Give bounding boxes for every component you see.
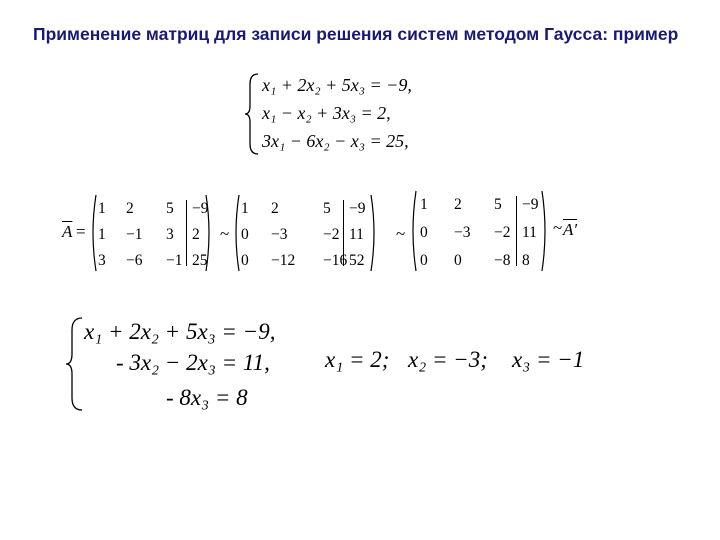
page-title: Применение матриц для записи решения систем методом Гаусса: пример [33, 24, 679, 44]
matrix-cell: 0 [454, 252, 462, 269]
matrix-cell: 1 [98, 200, 106, 217]
solution-x3: x₃ = −1 [512, 347, 585, 372]
matrix-cell: −2 [323, 226, 340, 243]
solution-x1: x₁ = 2; [325, 347, 390, 372]
matrix-cell: −9 [522, 196, 539, 213]
matrix-cell: −16 [323, 252, 348, 269]
matrix-cell: 2 [126, 200, 134, 217]
matrix-cell: 2 [454, 196, 462, 213]
matrix-cell: −9 [349, 200, 366, 217]
matrix-cell: −1 [126, 226, 143, 243]
matrix-cell: 0 [241, 252, 249, 269]
matrix-cell: −8 [494, 252, 511, 269]
matrix-cell: −2 [494, 224, 511, 241]
solution-x2: x₂ = −3; [408, 347, 488, 372]
right-paren [542, 191, 545, 271]
matrix-cell: 5 [323, 200, 331, 217]
matrix-a-label: $\overline{A}$ [62, 222, 73, 241]
augment-divider [516, 196, 517, 266]
system-2-line-3: - 8x₃ = 8 [166, 385, 248, 410]
matrix-cell: 8 [522, 252, 530, 269]
matrix-cell: 1 [420, 196, 428, 213]
system-1-line-3: 3x₁ − 6x₂ − x₃ = 25, [262, 131, 409, 151]
matrix-cell: 52 [349, 252, 365, 269]
matrix-cell: 1 [98, 226, 106, 243]
augment-divider [186, 200, 187, 266]
matrix-cell: 1 [241, 200, 249, 217]
system-2-line-2: - 3x₂ − 2x₃ = 11, [116, 350, 270, 375]
left-brace-icon [64, 316, 86, 412]
system-1-line-2: x₁ − x₂ + 3x₃ = 2, [262, 103, 391, 123]
equals-sign: = [76, 222, 86, 241]
tilde-1: ~ [220, 224, 230, 243]
left-brace-icon [244, 72, 262, 156]
matrix-1 [88, 194, 214, 272]
system-1-line-1: x₁ + 2x₂ + 5x₃ = −9, [262, 75, 412, 95]
left-paren [93, 195, 96, 271]
matrix-cell: 2 [192, 226, 200, 243]
matrix-cell: 5 [494, 196, 502, 213]
matrix-a-prime-label: A′ [563, 220, 578, 239]
matrix-cell: −9 [192, 200, 209, 217]
matrix-cell: −6 [126, 252, 143, 269]
matrix-cell: −12 [271, 252, 296, 269]
tilde-2: ~ [396, 224, 406, 243]
matrix-3 [408, 190, 550, 272]
matrix-cell: 2 [271, 200, 279, 217]
tilde-3: ~ [553, 218, 563, 237]
matrix-cell: 0 [241, 226, 249, 243]
matrix-cell: 11 [522, 224, 537, 241]
matrix-cell: 3 [166, 226, 174, 243]
matrix-cell: 5 [166, 200, 174, 217]
right-paren [371, 195, 374, 271]
matrix-cell: −3 [271, 226, 288, 243]
matrix-2 [231, 194, 379, 272]
matrix-cell: 0 [420, 252, 428, 269]
matrix-cell: 3 [98, 252, 106, 269]
system-2-line-1: x₁ + 2x₂ + 5x₃ = −9, [84, 319, 276, 344]
matrix-cell: 0 [420, 224, 428, 241]
matrix-cell: −1 [166, 252, 183, 269]
left-paren [413, 191, 416, 271]
matrix-cell: 11 [349, 226, 364, 243]
left-paren [236, 195, 239, 271]
matrix-cell: −3 [454, 224, 471, 241]
matrix-cell: 25 [192, 252, 208, 269]
